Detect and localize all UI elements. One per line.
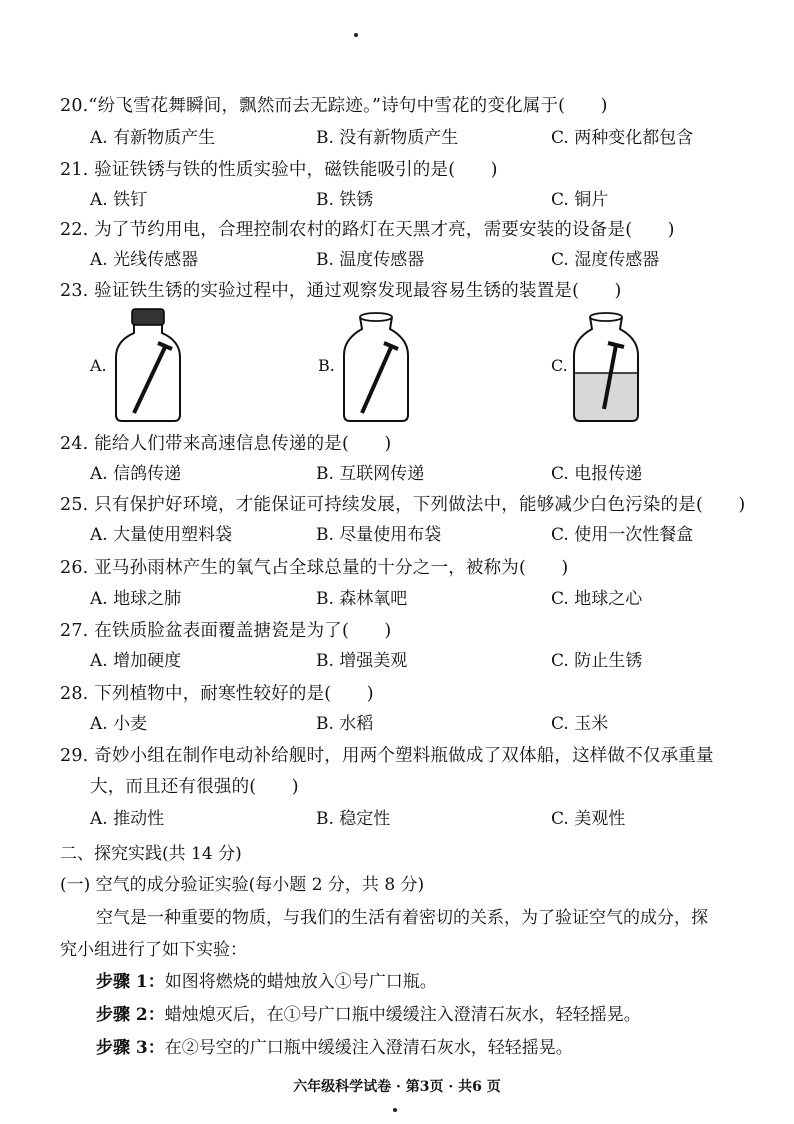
q28-option-b: B. 水稻 [316, 714, 374, 734]
intro-line-2: 究小组进行了如下实验： [60, 940, 247, 960]
question-22: 22. 为了节约用电，合理控制农村的路灯在天黑才亮，需要安装的设备是( ) [60, 220, 675, 240]
bottle-a-corked-icon [108, 305, 188, 425]
step-2-text: 蜡烛熄灭后，在①号广口瓶中缓缓注入澄清石灰水，轻轻摇晃。 [164, 1005, 641, 1025]
q23-option-a: A. [90, 356, 107, 375]
q26-option-b: B. 森林氧吧 [316, 589, 408, 609]
q21-option-a: A. 铁钉 [90, 190, 148, 210]
q21-option-b: B. 铁锈 [316, 190, 374, 210]
question-29: 29. 奇妙小组在制作电动补给舰时，用两个塑料瓶做成了双体船，这样做不仅承重量 [60, 746, 714, 766]
question-29-cont: 大，而且还有很强的( ) [90, 777, 299, 797]
page-footer: 六年级科学试卷 · 第3页 · 共6 页 [293, 1079, 501, 1095]
q29-option-a: A. 推动性 [90, 809, 165, 829]
q23-option-b: B. [318, 356, 335, 375]
question-27: 27. 在铁质脸盆表面覆盖搪瓷是为了( ) [60, 621, 392, 641]
step-1-text: 如图将燃烧的蜡烛放入①号广口瓶。 [164, 972, 437, 992]
question-26: 26. 亚马孙雨林产生的氧气占全球总量的十分之一，被称为( ) [60, 558, 569, 578]
q28-option-c: C. 玉米 [551, 714, 609, 734]
step-1-label: 步骤 1： [96, 972, 165, 992]
q20-option-a: A. 有新物质产生 [90, 128, 216, 148]
q28-option-a: A. 小麦 [90, 714, 148, 734]
step-3-label: 步骤 3： [96, 1038, 165, 1058]
question-24: 24. 能给人们带来高速信息传递的是( ) [60, 434, 392, 454]
q26-option-c: C. 地球之心 [551, 589, 643, 609]
q22-option-a: A. 光线传感器 [90, 250, 199, 270]
section-subtitle: (一) 空气的成分验证实验(每小题 2 分，共 8 分) [60, 875, 425, 895]
step-3-text: 在②号空的广口瓶中缓缓注入澄清石灰水，轻轻摇晃。 [164, 1038, 573, 1058]
q20-option-c: C. 两种变化都包含 [551, 128, 694, 148]
q27-option-a: A. 增加硬度 [90, 651, 182, 671]
bottle-c-water-icon [566, 305, 646, 425]
question-20: 20.“纷飞雪花舞瞬间，飘然而去无踪迹。”诗句中雪花的变化属于( ) [60, 96, 608, 116]
q25-option-b: B. 尽量使用布袋 [316, 525, 442, 545]
question-21: 21. 验证铁锈与铁的性质实验中，磁铁能吸引的是( ) [60, 160, 498, 180]
q29-option-b: B. 稳定性 [316, 809, 391, 829]
q29-option-c: C. 美观性 [551, 809, 626, 829]
q24-option-c: C. 电报传递 [551, 464, 643, 484]
question-23-stem: 23. 验证铁生锈的实验过程中，通过观察发现最容易生锈的装置是( ) [60, 281, 622, 301]
step-2-label: 步骤 2： [96, 1005, 165, 1025]
question-28: 28. 下列植物中，耐寒性较好的是( ) [60, 684, 374, 704]
q22-option-c: C. 湿度传感器 [551, 250, 660, 270]
q24-option-a: A. 信鸽传递 [90, 464, 182, 484]
q22-option-b: B. 温度传感器 [316, 250, 425, 270]
bottom-dot [393, 1108, 397, 1112]
q27-option-c: C. 防止生锈 [551, 651, 643, 671]
q24-option-b: B. 互联网传递 [316, 464, 425, 484]
q26-option-a: A. 地球之肺 [90, 589, 182, 609]
punch-dot [354, 33, 358, 37]
q21-option-c: C. 铜片 [551, 190, 609, 210]
q23-option-c: C. [551, 356, 568, 375]
bottle-b-open-icon [336, 305, 416, 425]
q25-option-c: C. 使用一次性餐盒 [551, 525, 694, 545]
q27-option-b: B. 增强美观 [316, 651, 408, 671]
step-1 [96, 971, 437, 993]
intro-line-1: 空气是一种重要的物质，与我们的生活有着密切的关系，为了验证空气的成分，探 [96, 908, 708, 928]
q25-option-a: A. 大量使用塑料袋 [90, 525, 233, 545]
q20-option-b: B. 没有新物质产生 [316, 128, 459, 148]
question-25: 25. 只有保护好环境，才能保证可持续发展，下列做法中，能够减少白色污染的是( ) [60, 495, 746, 515]
section-title: 二、探究实践(共 14 分) [60, 844, 242, 864]
step-3 [96, 1037, 573, 1059]
step-2 [96, 1004, 641, 1026]
